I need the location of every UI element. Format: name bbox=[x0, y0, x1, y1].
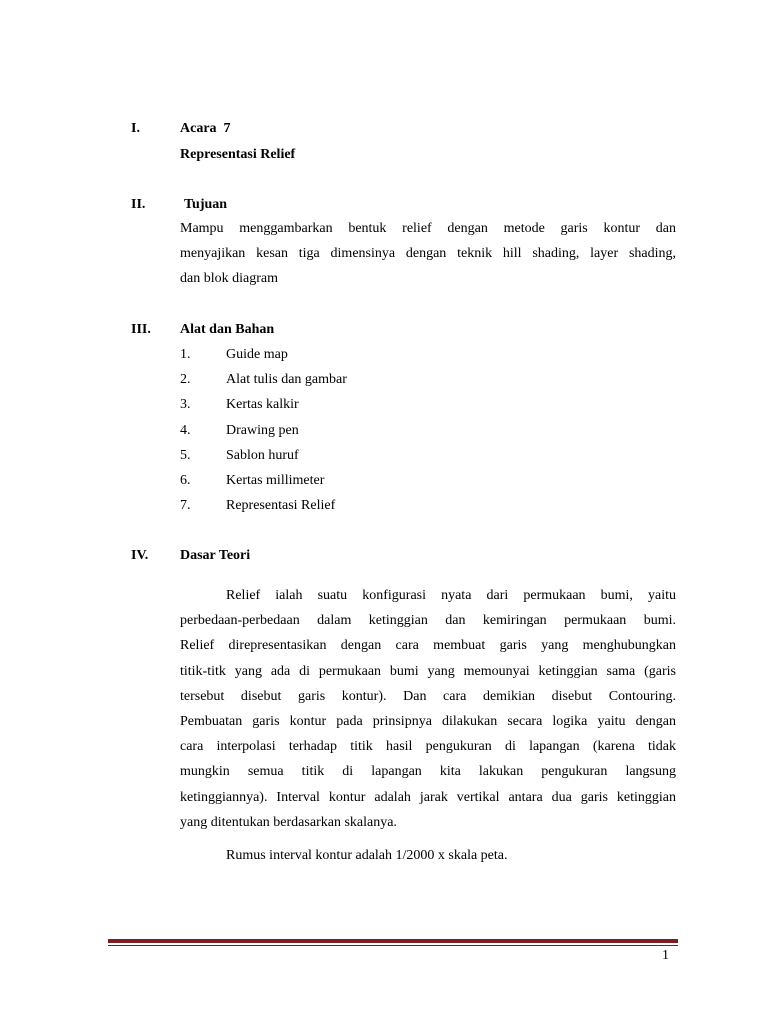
section-4-body bbox=[180, 583, 676, 835]
list-number: 2. bbox=[180, 372, 191, 388]
footer-rule bbox=[108, 939, 678, 943]
body-line: tersebut disebut garis kontur). Dan cara demikian disebut Contouring. bbox=[180, 688, 676, 704]
list-number: 6. bbox=[180, 472, 191, 488]
footer-rule-thin bbox=[108, 945, 678, 946]
body-line: perbedaan-perbedaan dalam ketinggian dan kemiringan permukaan bumi. bbox=[180, 613, 676, 629]
section-2-number: II. bbox=[131, 197, 146, 212]
list-label: Kertas kalkir bbox=[226, 397, 299, 413]
body-line: ketinggiannya). Interval kontur adalah jarak vertikal antara dua garis ketinggian bbox=[180, 789, 676, 805]
formula-text: Rumus interval kontur adalah 1/2000 x skala peta. bbox=[226, 848, 508, 863]
body-line: Relief ialah suatu konfigurasi nyata dari permukaan bumi, yaitu bbox=[226, 588, 676, 603]
list-number: 3. bbox=[180, 397, 191, 413]
body-line: Relief direpresentasikan dengan cara membuat garis yang menghubungkan bbox=[180, 638, 676, 654]
list-label: Alat tulis dan gambar bbox=[226, 372, 347, 388]
section-1-number: I. bbox=[131, 121, 140, 136]
body-line: Mampu menggambarkan bentuk relief dengan metode garis kontur dan bbox=[180, 221, 676, 236]
body-line: dan blok diagram bbox=[180, 271, 278, 287]
body-line: menyajikan kesan tiga dimensinya dengan teknik hill shading, layer shading, bbox=[180, 246, 676, 262]
list-number: 5. bbox=[180, 447, 191, 463]
body-line: mungkin semua titik di lapangan kita lakukan pengukuran langsung bbox=[180, 764, 676, 780]
list-number: 4. bbox=[180, 422, 191, 438]
body-line: cara interpolasi terhadap titik hasil pengukuran di lapangan (karena tidak bbox=[180, 739, 676, 755]
section-2-title: Tujuan bbox=[184, 197, 228, 212]
list-number: 1. bbox=[180, 347, 191, 362]
section-4-number: IV. bbox=[131, 548, 149, 563]
section-4-title: Dasar Teori bbox=[180, 548, 251, 563]
section-1-subtitle: Representasi Relief bbox=[180, 147, 296, 162]
list-label: Drawing pen bbox=[226, 422, 299, 438]
list-label: Representasi Relief bbox=[226, 498, 336, 514]
section-3-title: Alat dan Bahan bbox=[180, 322, 275, 337]
body-line: titik-titk yang ada di permukaan bumi yang memounyai ketinggian sama (garis bbox=[180, 663, 676, 679]
body-line: yang ditentukan berdasarkan skalanya. bbox=[180, 814, 397, 830]
section-1-title: Acara 7 bbox=[180, 121, 231, 136]
section-3-number: III. bbox=[131, 322, 151, 337]
body-line: Pembuatan garis kontur pada prinsipnya dilakukan secara logika yaitu dengan bbox=[180, 714, 676, 730]
list-label: Sablon huruf bbox=[226, 447, 299, 463]
list-label: Kertas millimeter bbox=[226, 472, 325, 488]
page-number: 1 bbox=[662, 948, 669, 963]
section-2-body bbox=[180, 216, 676, 292]
list-number: 7. bbox=[180, 498, 191, 514]
list-label: Guide map bbox=[226, 347, 288, 362]
